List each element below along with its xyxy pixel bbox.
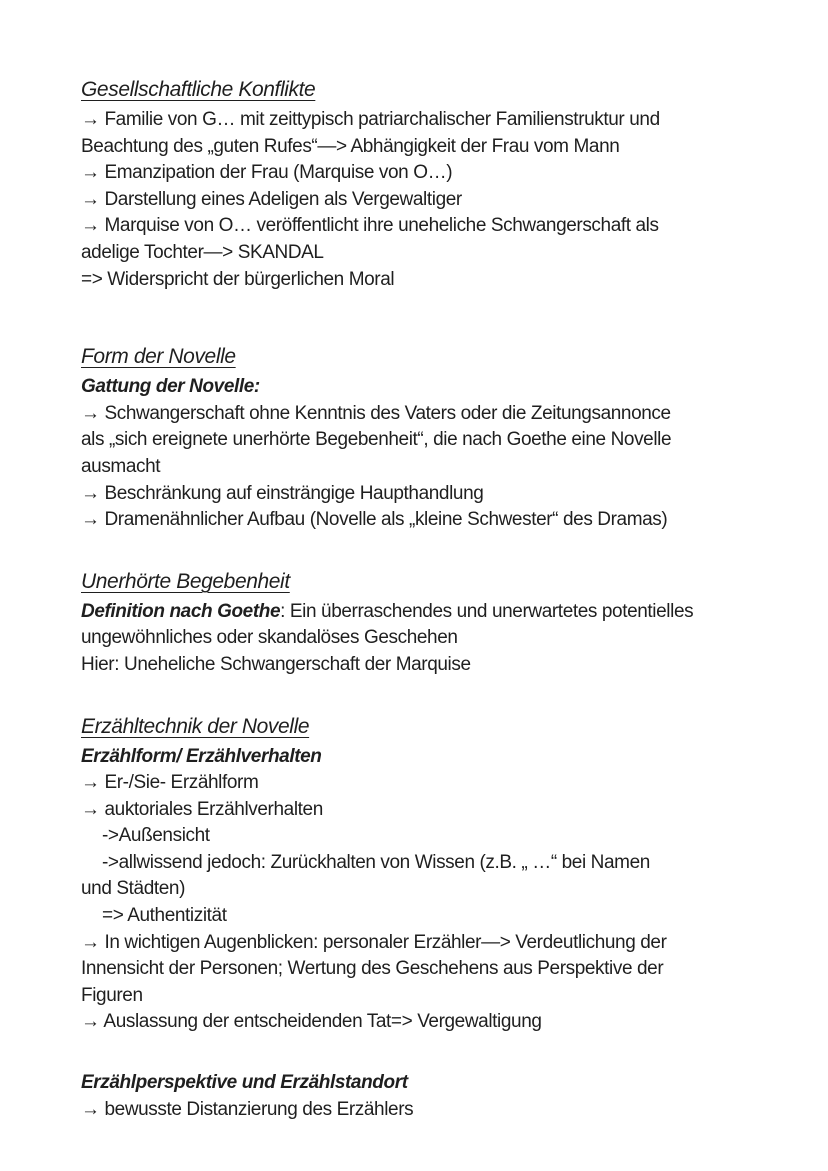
section bbox=[81, 568, 788, 679]
text-line: Beachtung des „guten Rufes“—> Abhängigkeit der Frau vom Mann bbox=[81, 135, 620, 157]
section-heading: Gesellschaftliche Konflikte bbox=[81, 78, 316, 101]
text-line: → Familie von G… mit zeittypisch patriarchalischer Familienstruktur und bbox=[81, 109, 660, 130]
text-line: Innensicht der Personen; Wertung des Geschehens aus Perspektive der bbox=[81, 958, 664, 980]
section bbox=[81, 76, 788, 293]
text-line: Hier: Uneheliche Schwangerschaft der Marquise bbox=[81, 653, 471, 675]
text-line: => Widerspricht der bürgerlichen Moral bbox=[81, 268, 395, 290]
section-heading: Unerhörte Begebenheit bbox=[81, 569, 290, 593]
text-line: → bewusste Distanzierung des Erzählers bbox=[81, 1098, 414, 1120]
text-line: → Marquise von O… veröffentlicht ihre uneheliche Schwangerschaft als bbox=[81, 215, 659, 237]
text-line: ->allwissend jedoch: Zurückhalten von Wissen (z.B. „ …“ bei Namen bbox=[102, 851, 650, 873]
text-line: → Beschränkung auf einsträngige Haupthandlung bbox=[81, 482, 484, 504]
text-line: Figuren bbox=[81, 984, 143, 1006]
text-line: ->Außensicht bbox=[102, 825, 210, 847]
text-line bbox=[81, 599, 788, 626]
text-segment: Definition nach Goethe bbox=[81, 600, 281, 622]
text-line: → Emanzipation der Frau (Marquise von O…) bbox=[81, 162, 453, 184]
section bbox=[81, 713, 788, 1037]
text-line: ungewöhnliches oder skandalöses Geschehen bbox=[81, 627, 458, 649]
text-segment: : Ein überraschendes und unerwartetes potentielles bbox=[280, 600, 694, 622]
text-line: als „sich ereignete unerhörte Begebenheit“, die nach Goethe eine Novelle bbox=[81, 429, 672, 451]
text-line: => Authentizität bbox=[102, 905, 227, 927]
subheading-line: Gattung der Novelle: bbox=[81, 376, 260, 398]
section-heading: Erzähltechnik der Novelle bbox=[81, 714, 310, 738]
text-line: → Er-/Sie- Erzählform bbox=[81, 772, 259, 794]
text-line: → auktoriales Erzählverhalten bbox=[81, 798, 323, 820]
text-line: ausmacht bbox=[81, 455, 161, 477]
subheading-line: Erzählperspektive und Erzählstandort bbox=[81, 1072, 408, 1094]
text-line: adelige Tochter—> SKANDAL bbox=[81, 241, 324, 263]
section bbox=[81, 343, 788, 534]
section-heading: Form der Novelle bbox=[81, 345, 236, 369]
subheading-line: Erzählform/ Erzählverhalten bbox=[81, 745, 322, 767]
text-line: und Städten) bbox=[81, 878, 186, 900]
text-line: → Darstellung eines Adeligen als Vergewaltiger bbox=[81, 188, 462, 210]
text-line: → Dramenähnlicher Aufbau (Novelle als „kleine Schwester“ des Dramas) bbox=[81, 509, 668, 531]
text-line: → Schwangerschaft ohne Kenntnis des Vaters oder die Zeitungsannonce bbox=[81, 402, 671, 424]
text-line: → In wichtigen Augenblicken: personaler Erzähler—> Verdeutlichung der bbox=[81, 931, 667, 953]
document-body bbox=[81, 76, 788, 1123]
text-line: → Auslassung der entscheidenden Tat=> Vergewaltigung bbox=[81, 1011, 542, 1033]
section bbox=[81, 1070, 788, 1123]
